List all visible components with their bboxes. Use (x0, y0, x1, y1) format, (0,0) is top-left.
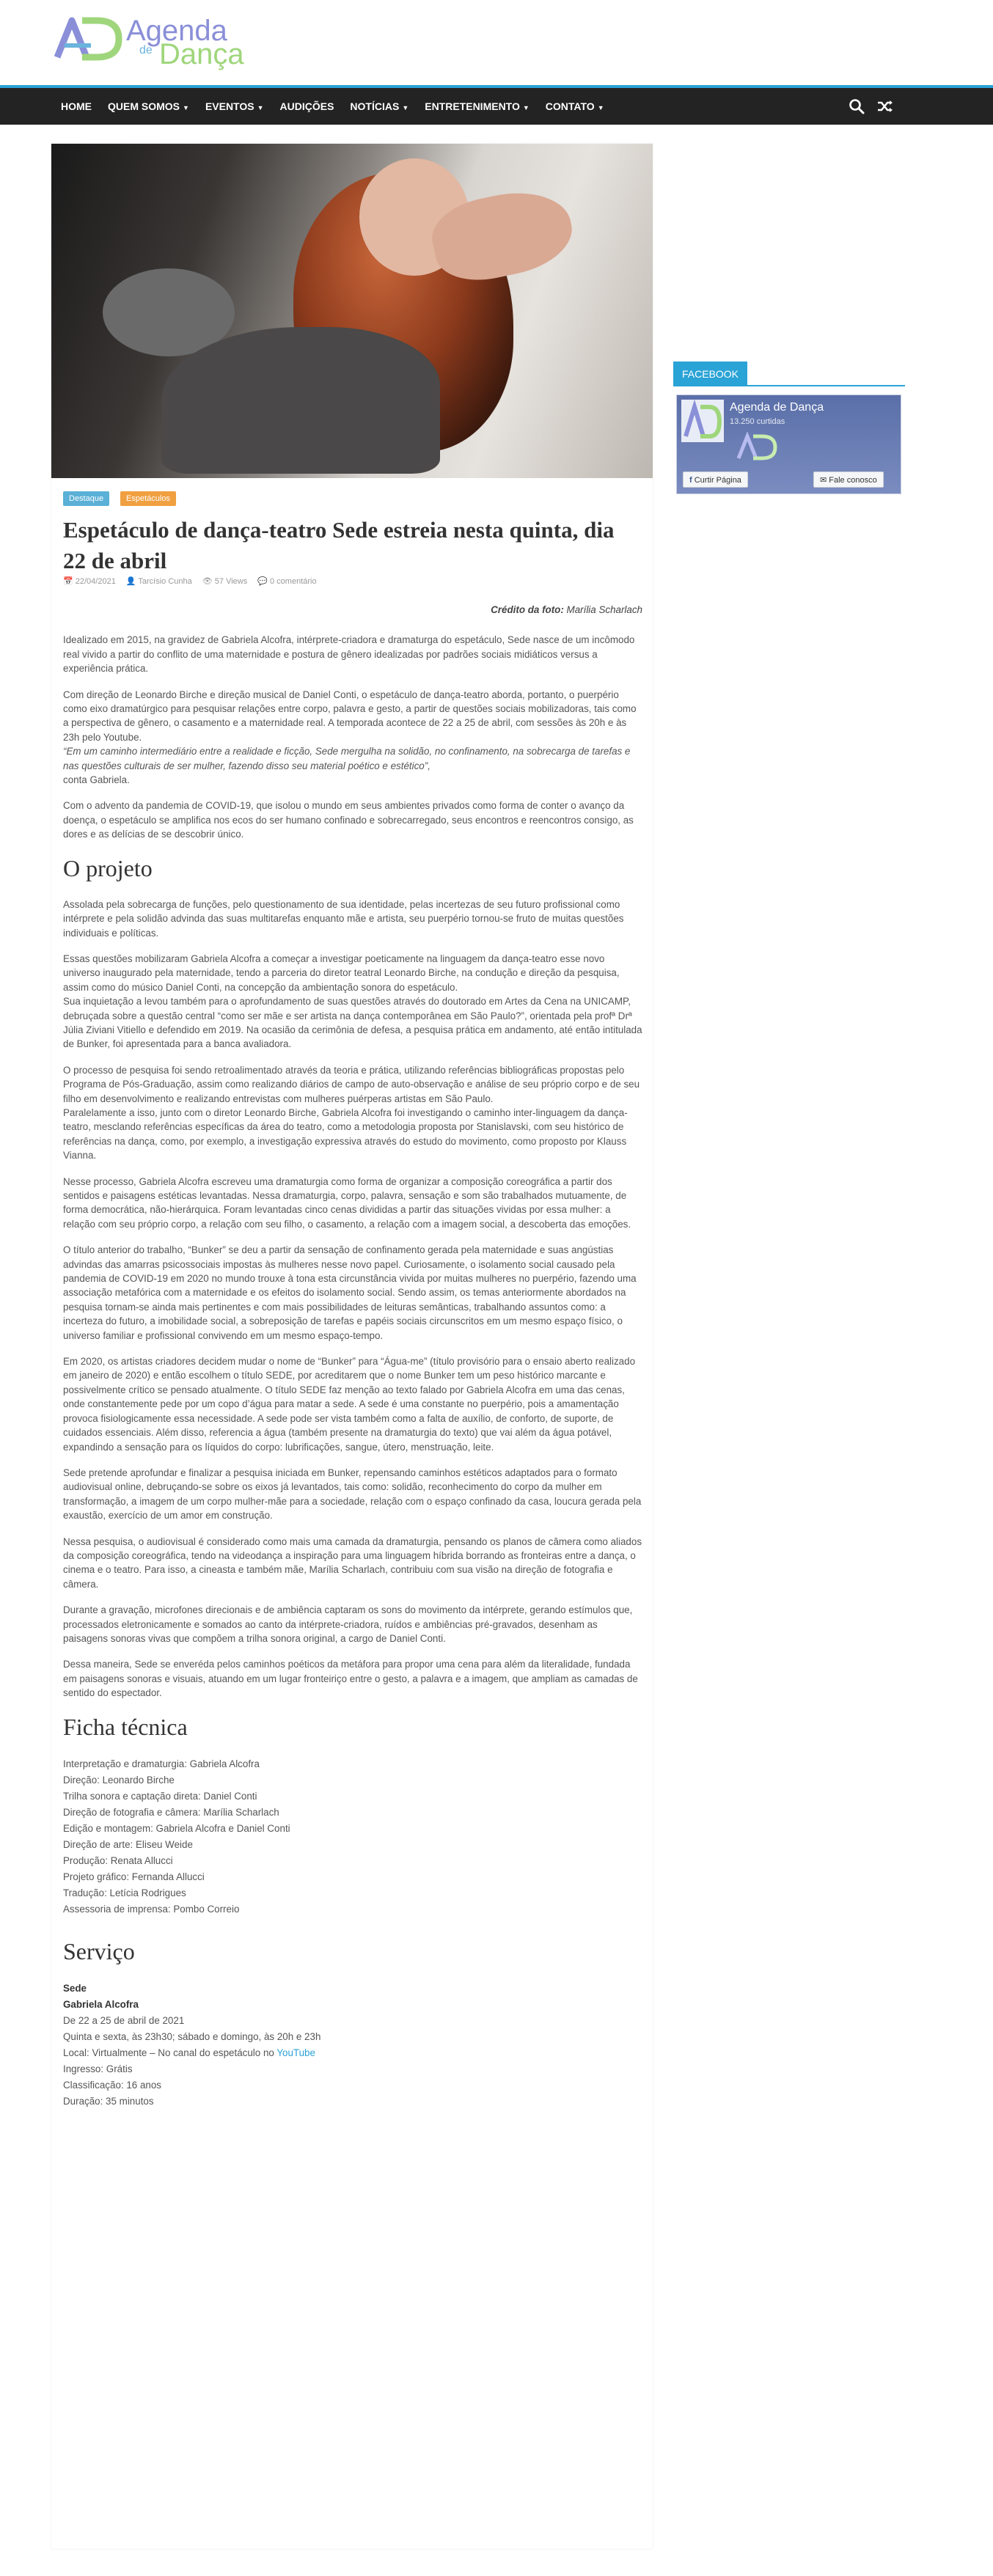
message-icon: ✉ (820, 476, 827, 485)
facebook-widget-title (673, 362, 905, 386)
facebook-icon: f (689, 476, 692, 485)
servico-ingresso: Ingresso: Grátis (63, 2063, 133, 2074)
eye-icon: 👁 (202, 577, 213, 586)
paragraph: Durante a gravação, microfones direcionais e de ambiência captaram os sons do movimento da intérprete, gerando estímulos que, processados eletronicamente e somados ao canto da intérprete-criadora, ruídos e ambiências pré-gravados, desenham as paisagens sonoras vivas que compõem a trilha sonora original, a cargo de Daniel Conti. (63, 1604, 633, 1644)
servico-name: Sede (63, 1982, 87, 1994)
nav-label: ENTRETENIMENTO (425, 100, 520, 112)
photo-credit (63, 603, 642, 617)
paragraph: Com direção de Leonardo Birche e direção musical de Daniel Conti, o espetáculo de dança-teatro aborda, portanto, o puerpério como eixo dramatúrgico para pesquisar relações entre corpo, palavra e gesto, a partir de questões sociais mobilizadoras, tais como a perspectiva de gênero, o casamento e a maternidade real. A temporada acontece de 22 a 25 de abril, com sessões às 20h e às 23h pelo Youtube. (63, 689, 637, 743)
main-navigation (0, 88, 993, 125)
section-heading-ficha: Ficha técnica (63, 1713, 188, 1740)
search-icon[interactable] (849, 98, 865, 114)
nav-item-quem-somos[interactable] (100, 88, 197, 125)
meta-views (202, 576, 247, 586)
meta-date-text: 22/04/2021 (75, 577, 116, 586)
servico-artist: Gabriela Alcofra (63, 1998, 139, 2010)
image-shape (161, 327, 440, 474)
like-page-button[interactable] (683, 471, 748, 488)
paragraph: Nesse processo, Gabriela Alcofra escreveu uma dramaturgia como forma de organizar a composição coreográfica a partir dos sentidos e paisagens estéticas levantadas. Nessa dramaturgia, corpo, palavra, sensação e som são trabalhados mutuamente, de forma democrática, não-hierárquica. Foram levantadas cinco cenas divididas a partir das situações vividas por essa mulher: a relação com seu próprio corpo, a relação com seu filho, o casamento, a relação com a imagem social, a descoberta das emoções. (63, 1175, 631, 1230)
meta-comments[interactable] (257, 576, 316, 586)
nav-label: EVENTOS (205, 100, 254, 112)
category-badge-espetaculos[interactable]: Espetáculos (120, 491, 176, 506)
message-button[interactable] (813, 471, 884, 488)
meta-views-text: 57 Views (214, 577, 248, 586)
comment-icon: 💬 (257, 577, 268, 586)
paragraph: O processo de pesquisa foi sendo retroalimentado através da teoria e prática, utilizando referências bibliográficas propostas pelo Programa de Pós-Graduação, assim como realizando diários de campo de auto-observação e análise de seu próprio corpo e de seu filho em desenvolvimento e realizando entrevistas com mulheres puérperas artistas em São Paulo. (63, 1064, 640, 1104)
ficha-item: Tradução: Letícia Rodrigues (63, 1887, 186, 1898)
section-heading-projeto: O projeto (63, 854, 153, 881)
nav-label: HOME (61, 100, 92, 112)
logo-text-de: de (139, 44, 153, 56)
servico-times: Quinta e sexta, às 23h30; sábado e domingo, às 20h e 23h (63, 2030, 321, 2042)
nav-item-contato[interactable] (538, 88, 612, 125)
section-heading-servico: Serviço (63, 1937, 135, 1964)
photo-credit-label: Crédito da foto: (491, 604, 564, 615)
paragraph: Paralelamente a isso, junto com o diretor Leonardo Birche, Gabriela Alcofra foi investigando o caminho inter-linguagem da dança-teatro, mesclando referências específicas da área do teatro, como a metodologia proposta por Stanislavski, com seu histórico de referências na dança, como, por exemplo, a investigação expressiva através do estudo do movimento, como proposto por Klauss Vianna. (63, 1107, 628, 1162)
page-name[interactable]: Agenda de Dança (730, 401, 824, 414)
random-icon[interactable] (876, 98, 894, 114)
photo-credit-name: Marília Scharlach (566, 604, 642, 615)
divider (673, 385, 905, 386)
category-badge-destaque[interactable]: Destaque (63, 491, 109, 506)
ficha-item: Interpretação e dramaturgia: Gabriela Alcofra (63, 1758, 260, 1769)
chevron-down-icon: ▼ (597, 104, 604, 111)
nav-label: QUEM SOMOS (108, 100, 180, 112)
ficha-item: Direção de arte: Eliseu Weide (63, 1838, 193, 1850)
nav-item-eventos[interactable] (197, 88, 272, 125)
article-meta (63, 576, 317, 586)
paragraph: Com o advento da pandemia de COVID-19, que isolou o mundo em seus ambientes privados como forma de conter o avanço da doença, o espetáculo se amplifica nos ecos do ser humano confinado e sobrecarregado, seus encontros e reencontros consigo, as dores e as delícias de se descobrir único. (63, 800, 634, 840)
paragraph: Idealizado em 2015, na gravidez de Gabriela Alcofra, intérprete-criadora e dramaturga do espetáculo, Sede nasce de um incômodo real vivido a partir do conflito de uma maternidade e postura de gênero idealizadas por padrões sociais midiáticos versus a experiência prática. (63, 634, 635, 675)
ficha-item: Produção: Renata Allucci (63, 1854, 173, 1866)
quote-attribution: conta Gabriela. (63, 774, 130, 786)
servico-duracao: Duração: 35 minutos (63, 2095, 154, 2107)
servico-local-text: Local: Virtualmente – No canal do espetáculo no (63, 2047, 277, 2058)
site-logo[interactable] (53, 13, 258, 70)
ficha-tecnica-list (63, 1756, 642, 1918)
paragraph: Em 2020, os artistas criadores decidem mudar o nome de “Bunker” para “Água-me” (título provisório para o ensaio aberto realizado em janeiro de 2020) e então escolhem o título SEDE, por acreditarem que o nome Bunker tem um peso histórico marcante e possivelmente crítico se pensado atualmente. O título SEDE faz menção ao texto falado por Gabriela Alcofra em uma das cenas, onde constantemente pede por um copo d’água para matar a sede. A sede é uma constante no puerpério, pois a amamentação provoca fisiologicamente essa necessidade. A sede pode ser vista também como a falta de auxílio, de conforto, de suporte, de cuidados essenciais. Além disso, referencia a água (também presente na dramaturgia do texto) que vai além da água potável, expandindo a sensação para os líquidos do corpo: lubrificações, sangue, útero, menstruação, leite. (63, 1356, 636, 1453)
logo-text-agenda: Agenda (126, 15, 227, 47)
nav-label: NOTÍCIAS (350, 100, 400, 112)
facebook-page-widget[interactable] (676, 395, 901, 494)
nav-label: CONTATO (545, 100, 595, 112)
paragraph: Sede pretende aprofundar e finalizar a pesquisa iniciada em Bunker, repensando caminhos estéticos adaptados para o formato audiovisual online, debruçando-se sobre os eixos já levantados, tais como: solidão, reconhecimento do corpo da mulher em transformação, a imagem de um corpo mulher-mãe para a sociedade, relação com o espaço confinado da casa, loucura gerada pela exaustão, exercício de um amor em construção. (63, 1467, 642, 1522)
ficha-item: Assessoria de imprensa: Pombo Correio (63, 1903, 240, 1915)
message-label: Fale conosco (829, 476, 877, 485)
paragraph: O título anterior do trabalho, “Bunker” se deu a partir da sensação de confinamento gerada pela maternidade e suas angústias advindas das amarras psicossociais impostas às mulheres nesse novo papel. Curiosamente, o isolamento social causado pela pandemia de COVID-19 em 2020 no mundo trouxe à tona esta circunstância vivida por muitas mulheres no puerpério, fazendo uma associação metafórica com a maternidade e os efeitos do isolamento social. Sendo assim, os temas anteriormente abordados na pesquisa tornam-se ainda mais pertinentes e com mais possibilidades de leituras semânticas, trabalhando assuntos como: a incerteza do futuro, a imobilidade social, a sobreposição de tarefas e papéis sociais circunscritos em um mesmo espaço físico, o universo familiar e profissional convivendo em um mesmo espaço-tempo. (63, 1244, 637, 1341)
site-header (0, 0, 993, 85)
user-icon: 👤 (125, 577, 136, 586)
paragraph: Nessa pesquisa, o audiovisual é considerado como mais uma camada da dramaturgia, pensando os planos de câmera como aliados da composição coreográfica, tendo na videodança a inspiração para uma linguagem híbrida borrando as fronteiras entre a dança, o cinema e o teatro. Para isso, a cineasta e também mãe, Marília Scharlach, contribuiu com sua visão na direção de fotografia e câmera. (63, 1535, 642, 1590)
quote: “Em um caminho intermediário entre a realidade e ficção, Sede mergulha na solidão, no confinamento, na sobrecarga de tarefas e nas questões culturais de ser mulher, fazendo disso seu material poético e estético”, (63, 746, 631, 771)
meta-author[interactable] (126, 576, 192, 586)
paragraph: Essas questões mobilizaram Gabriela Alcofra a começar a investigar poeticamente na linguagem da dança-teatro esse novo universo inaugurado pela maternidade, tendo a parceria do diretor teatral Leonardo Birche, na condução e direção da pesquisa, assim como do músico Daniel Conti, na concepção da ambientação sonora do espetáculo. (63, 953, 620, 993)
nav-item-noticias[interactable] (342, 88, 417, 125)
chevron-down-icon: ▼ (183, 104, 189, 111)
featured-image (51, 144, 653, 478)
paragraph: Sua inquietação a levou também para o aprofundamento de suas questões através do doutorado em Artes da Cena na UNICAMP, debruçada sobre a questão central “como ser mãe e ser artista na dança contemporânea em São Paulo?”, orientada pela profª Drª Júlia Ziviani Vitiello e defendido em 2019. Na ocasião da cerimônia de defesa, a pesquisa prática em andamento, até então intitulada de Bunker, foi apresentada para a banca avaliadora. (63, 996, 642, 1050)
ficha-item: Direção de fotografia e câmera: Marília Scharlach (63, 1806, 279, 1818)
calendar-icon: 📅 (63, 577, 73, 586)
page-likes: 13.250 curtidas (730, 417, 785, 426)
servico-dates: De 22 a 25 de abril de 2021 (63, 2014, 185, 2026)
article-content (63, 603, 642, 2110)
like-page-label: Curtir Página (694, 476, 741, 485)
servico-local (63, 2045, 642, 2061)
ficha-item: Edição e montagem: Gabriela Alcofra e Daniel Conti (63, 1822, 290, 1834)
logo-mark-icon (53, 16, 123, 62)
chevron-down-icon: ▼ (402, 104, 409, 111)
paragraph: Dessa maneira, Sede se enveréda pelos caminhos poéticos da metáfora para propor uma cena para além da literalidade, fundada em paisagens sonoras e visuais, atuando em um lugar fronteiriço entre o gesto, a palavra e a imagem, que ampliam as camadas de sentido do espectador. (63, 1659, 638, 1699)
logo-mark-icon (681, 400, 724, 442)
meta-author-text: Tarcísio Cunha (138, 577, 192, 586)
chevron-down-icon: ▼ (522, 104, 530, 111)
paragraph: Assolada pela sobrecarga de funções, pelo questionamento de sua identidade, pelas incertezas de seu futuro profissional como intérprete e pela solidão advinda das suas multitarefas enquanto mãe e artista, seu puerpério tornou-se fruto de muitas questões individuais e políticas. (63, 898, 624, 939)
article-title: Espetáculo de dança-teatro Sede estreia nesta quinta, dia 22 de abril (63, 517, 615, 573)
meta-date[interactable] (63, 576, 116, 586)
facebook-title-label: FACEBOOK (673, 362, 747, 386)
page-avatar[interactable] (681, 400, 724, 442)
nav-item-audicoes[interactable] (272, 88, 342, 125)
ficha-item: Trilha sonora e captação direta: Daniel Conti (63, 1790, 257, 1802)
logo-text-danca: Dança (159, 38, 244, 70)
ficha-item: Projeto gráfico: Fernanda Allucci (63, 1871, 205, 1882)
youtube-link[interactable]: YouTube (276, 2047, 315, 2058)
cover-logo-icon (736, 432, 853, 461)
ficha-item: Direção: Leonardo Birche (63, 1774, 175, 1786)
nav-item-entretenimento[interactable] (417, 88, 538, 125)
chevron-down-icon: ▼ (257, 104, 264, 111)
servico-list (63, 1981, 642, 2110)
servico-classificacao: Classificação: 16 anos (63, 2079, 161, 2091)
article-card (51, 144, 653, 2549)
meta-comments-text: 0 comentário (270, 577, 317, 586)
nav-label: AUDIÇÕES (279, 100, 334, 112)
nav-item-home[interactable] (53, 88, 100, 125)
